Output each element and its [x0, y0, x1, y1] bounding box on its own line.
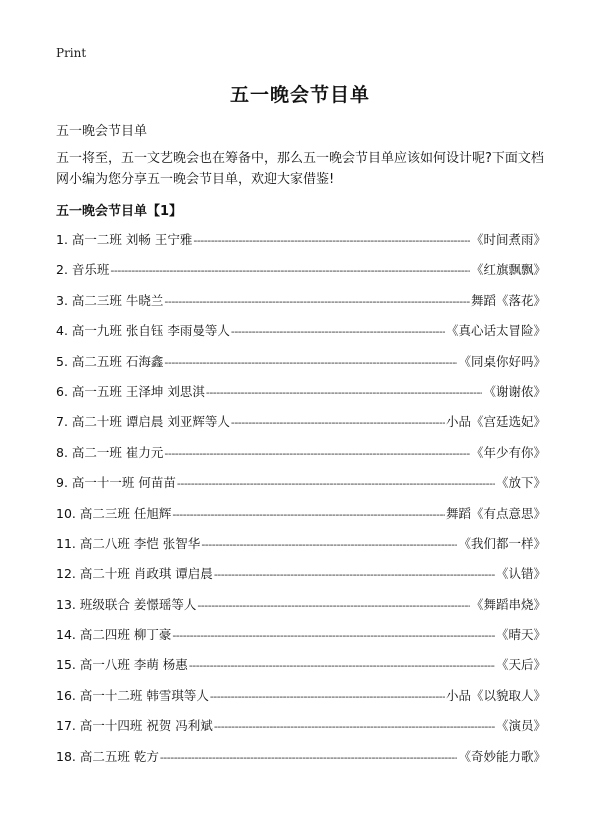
program-title: 《同桌你好吗》 [458, 353, 546, 369]
program-title: 《红旗飘飘》 [470, 262, 546, 278]
program-item [56, 623, 546, 653]
program-performer: 11. 高二八班 李恺 张智华 [56, 535, 201, 551]
program-item [56, 532, 546, 562]
program-title: 舞蹈《落花》 [470, 292, 546, 308]
program-item [56, 745, 546, 775]
program-item [56, 350, 546, 380]
program-performer: 13. 班级联合 姜憬瑶等人 [56, 596, 197, 612]
dot-leader [172, 624, 495, 648]
dot-leader [197, 594, 470, 618]
program-title: 《演员》 [495, 718, 546, 734]
dot-leader [189, 654, 495, 678]
dot-leader [206, 381, 483, 405]
program-performer: 3. 高二三班 牛晓兰 [56, 292, 164, 308]
program-performer: 10. 高二三班 任旭辉 [56, 505, 172, 521]
program-item [56, 258, 546, 288]
program-performer: 18. 高二五班 乾方 [56, 748, 159, 764]
program-title: 《年少有你》 [470, 444, 546, 460]
program-performer: 1. 高一二班 刘畅 王宁雅 [56, 232, 193, 247]
dot-leader [231, 320, 445, 344]
dot-leader [231, 411, 445, 435]
dot-leader [214, 715, 495, 739]
program-performer: 15. 高一八班 李萌 杨惠 [56, 657, 188, 673]
program-title: 《谢谢侬》 [483, 383, 546, 399]
program-title: 舞蹈《有点意思》 [445, 505, 546, 521]
program-title: 《认错》 [495, 566, 546, 582]
program-item [56, 471, 546, 501]
program-item [56, 319, 546, 349]
dot-leader [164, 442, 470, 466]
program-item [56, 562, 546, 592]
program-performer: 4. 高一九班 张自钰 李雨曼等人 [56, 323, 230, 339]
program-item [56, 653, 546, 683]
intro-paragraph: 五一将至，五一文艺晚会也在筹备中，那么五一晚会节目单应该如何设计呢?下面文档网小编为您分享五一晚会节目单，欢迎大家借鉴! [56, 151, 544, 187]
program-item [56, 593, 546, 623]
dot-leader [214, 563, 495, 587]
program-performer: 16. 高一十二班 韩雪琪等人 [56, 687, 209, 703]
dot-leader [201, 533, 457, 557]
program-performer: 6. 高一五班 王泽坤 刘思淇 [56, 383, 205, 399]
program-title: 小品《宫廷选妃》 [445, 414, 546, 430]
program-title: 《我们都一样》 [458, 535, 546, 551]
program-title: 《晴天》 [495, 627, 546, 643]
program-performer: 12. 高二十班 肖政琪 谭启晨 [56, 566, 213, 582]
dot-leader [164, 351, 457, 375]
program-item [56, 380, 546, 410]
program-item [56, 410, 546, 440]
program-title: 《奇妙能力歌》 [458, 748, 546, 764]
dot-leader [177, 472, 495, 496]
program-performer: 7. 高二十班 谭启晨 刘亚辉等人 [56, 414, 230, 430]
program-title: 《放下》 [495, 475, 546, 491]
program-title: 《时间煮雨》 [470, 232, 546, 247]
program-title: 《天后》 [495, 657, 546, 673]
program-title: 小品《以貌取人》 [445, 687, 546, 703]
program-item [56, 228, 546, 258]
program-performer: 8. 高二一班 崔力元 [56, 444, 164, 460]
program-performer: 14. 高二四班 柳丁豪 [56, 627, 172, 643]
dot-leader [193, 229, 470, 253]
program-item [56, 714, 546, 744]
document-subtitle: 五一晚会节目单 [56, 124, 148, 139]
program-item [56, 441, 546, 471]
section-title: 五一晚会节目单【1】 [56, 204, 183, 219]
print-label: Print [56, 46, 87, 60]
program-item [56, 289, 546, 319]
dot-leader [210, 685, 445, 709]
program-performer: 5. 高二五班 石海鑫 [56, 353, 164, 369]
dot-leader [110, 259, 470, 283]
program-list [56, 228, 546, 775]
program-title: 《真心话太冒险》 [445, 323, 546, 339]
program-item [56, 502, 546, 532]
program-title: 《舞蹈串烧》 [470, 596, 546, 612]
program-performer: 2. 音乐班 [56, 262, 110, 278]
program-item [56, 684, 546, 714]
program-performer: 17. 高一十四班 祝贺 冯利斌 [56, 718, 213, 734]
dot-leader [164, 290, 470, 314]
dot-leader [160, 746, 458, 770]
program-performer: 9. 高一十一班 何苗苗 [56, 475, 176, 491]
document-title: 五一晚会节目单 [229, 84, 370, 106]
dot-leader [172, 503, 445, 527]
